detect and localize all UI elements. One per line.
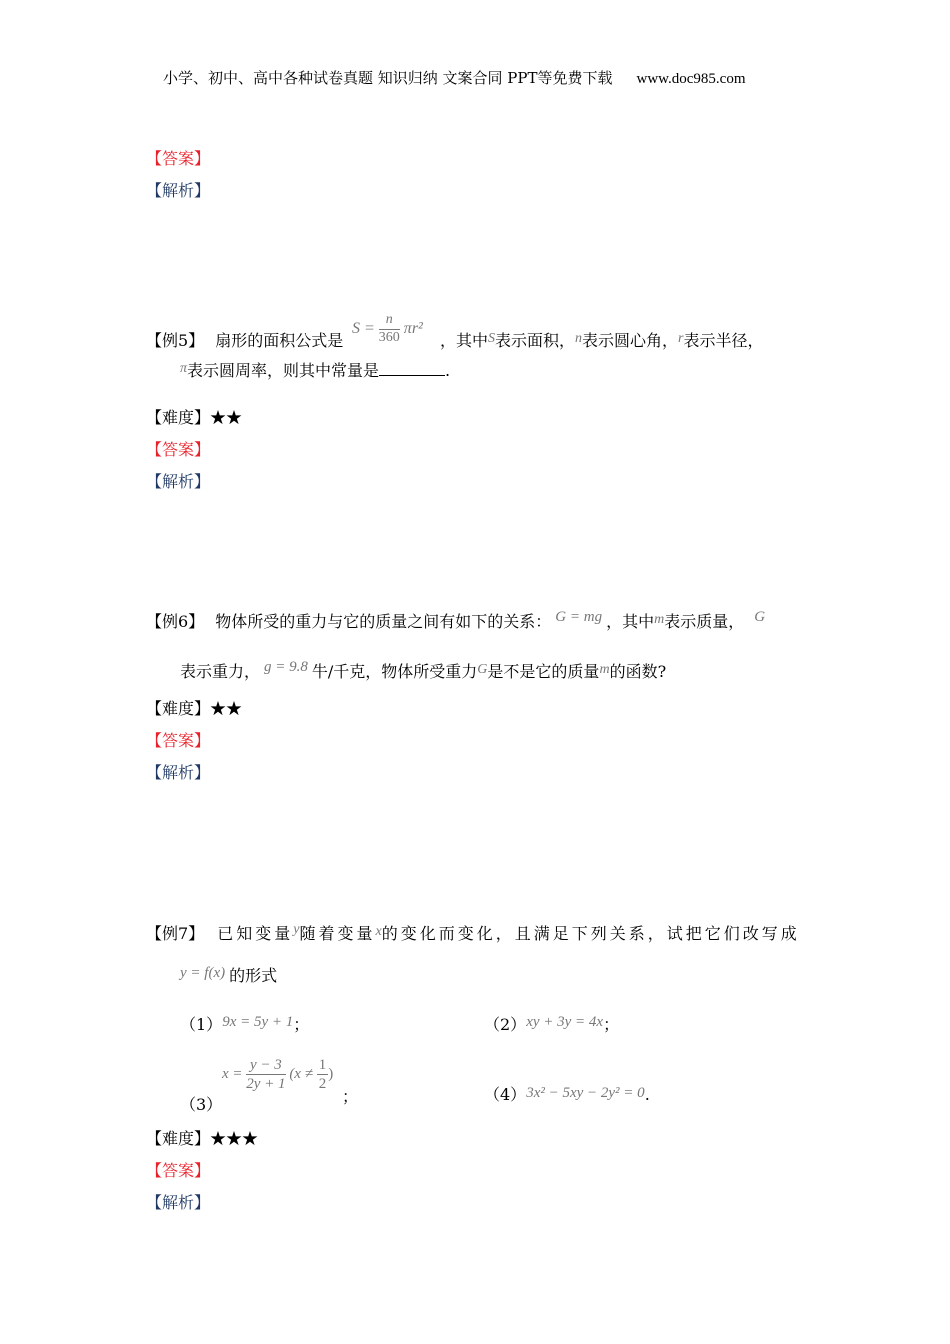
ex7-e2: xy + 3y = 4x (526, 1014, 604, 1030)
ex5-formula-tail: πr² (403, 319, 423, 337)
ex6-f2: g = 9.8 (264, 659, 308, 675)
ex7-e3-cden: 2 (318, 1076, 327, 1092)
ex7-item4 (484, 1087, 650, 1104)
ex5-frac-den: 360 (378, 329, 400, 345)
ex5-t6: 表示圆周率，则其中常量是 (187, 361, 380, 380)
ex7-item2 (484, 1014, 620, 1034)
ex6-t4: 表示重力， (180, 662, 261, 681)
ex7-t2: 随着变量 (299, 924, 376, 943)
ex7-answer-label: 【答案】 (146, 1161, 211, 1180)
ex6-difficulty (146, 701, 242, 717)
ex6-f1: G = mg (555, 609, 603, 625)
ex5-frac-num: n (379, 312, 400, 330)
ex7-e3-close: ) (328, 1065, 334, 1082)
ex5-formula (352, 312, 423, 347)
ex7-p3: （3） (180, 1095, 223, 1114)
ex5-stars: ★★ (210, 408, 243, 427)
ex6-m: m (654, 612, 665, 627)
ex6-line2 (180, 659, 667, 681)
ex7-x: x (375, 924, 382, 939)
ex7-t1: 已知变量 (217, 924, 294, 943)
ex7-e1: 9x = 5y + 1 (222, 1014, 294, 1030)
ex5-line1 (146, 333, 343, 349)
ex7-e3 (222, 1056, 333, 1093)
ex7-e4: 3x² − 5xy − 2y² = 0 (526, 1085, 645, 1101)
ex6-stars: ★★ (210, 699, 243, 718)
ex7-line2 (180, 965, 278, 985)
ex5-t7: . (445, 361, 451, 380)
ex7-e3-cond: (x ≠ (289, 1065, 313, 1082)
ex7-stars: ★★★ (210, 1129, 259, 1148)
ex7-tag: 【例7】 (146, 924, 205, 943)
ex5-t4: 表示圆心角， (582, 331, 679, 350)
ex5-S: S (488, 331, 496, 346)
ex6-G2: G (477, 662, 488, 677)
ex7-e3-num: y − 3 (246, 1056, 285, 1075)
ex7-t3: 的变化而变化，且满足下列关系，试把它们改写成 (381, 924, 800, 943)
header-text: 小学、初中、高中各种试卷真题 知识归纳 文案合同 PPT等免费下载 (163, 69, 613, 87)
ex5-difficulty-label: 【难度】 (146, 408, 211, 427)
ex6-t3: 表示质量， (664, 612, 745, 631)
ex6-analysis-label: 【解析】 (146, 763, 211, 782)
ex7-line1 (146, 922, 800, 943)
page-header (163, 71, 746, 87)
ex6-t5: 牛/千克，物体所受重力 (311, 662, 478, 681)
ex7-semi2: ； (603, 1015, 620, 1034)
ex6-answer-label: 【答案】 (146, 731, 211, 750)
ex7-e3-lhs: x = (222, 1065, 243, 1082)
ex7-semi3: ； (342, 1087, 359, 1106)
ex7-fx: y = f(x) (180, 965, 226, 981)
ex7-difficulty (146, 1131, 258, 1147)
ex6-m2: m (599, 662, 610, 677)
header-site: www.doc985.com (636, 71, 746, 87)
ex5-pi: π (180, 361, 188, 376)
ex5-line2 (180, 363, 450, 380)
ex5-r: r (678, 331, 684, 346)
ex6-G: G (754, 609, 766, 625)
ex6-t6: 是不是它的质量 (487, 662, 600, 681)
ex5-analysis-label: 【解析】 (146, 472, 211, 491)
ex5-answer-blank[interactable] (379, 363, 445, 376)
ex7-e3-cnum: 1 (318, 1057, 327, 1073)
ex7-period: . (644, 1085, 650, 1104)
answer-label-top: 【答案】 (146, 149, 211, 168)
ex5-line1b (440, 333, 764, 350)
ex7-analysis-label: 【解析】 (146, 1193, 211, 1212)
analysis-label-top: 【解析】 (146, 181, 211, 200)
ex6-t2: ，其中 (606, 612, 655, 631)
ex5-answer-label: 【答案】 (146, 440, 211, 459)
ex5-t2: ，其中 (440, 331, 489, 350)
ex7-e3-den: 2y + 1 (246, 1076, 286, 1092)
ex6-line1 (146, 609, 766, 631)
ex5-text: 扇形的面积公式是 (215, 331, 344, 350)
ex5-tag: 【例5】 (146, 331, 205, 350)
ex5-t5: 表示半径， (683, 331, 764, 350)
ex5-formula-lhs: S = (352, 319, 375, 337)
ex6-difficulty-label: 【难度】 (146, 699, 211, 718)
ex7-e3-fraction (246, 1056, 285, 1093)
ex5-fraction (379, 312, 400, 347)
ex7-item1 (180, 1014, 310, 1034)
ex7-y: y (293, 922, 300, 937)
ex7-p4: （4） (484, 1085, 527, 1104)
ex6-tag: 【例6】 (146, 612, 205, 631)
ex7-t4: 的形式 (229, 966, 278, 985)
ex6-t1: 物体所受的重力与它的质量之间有如下的关系： (215, 612, 552, 631)
ex7-semi1: ； (293, 1015, 310, 1034)
ex5-t3: 表示面积， (495, 331, 576, 350)
ex5-difficulty (146, 410, 242, 426)
ex7-difficulty-label: 【难度】 (146, 1129, 211, 1148)
ex6-t7: 的函数? (609, 662, 667, 681)
ex5-n: n (575, 331, 583, 346)
ex7-p1: （1） (180, 1015, 223, 1034)
ex7-e3-cond-fraction (317, 1056, 329, 1093)
ex7-p2: （2） (484, 1015, 527, 1034)
